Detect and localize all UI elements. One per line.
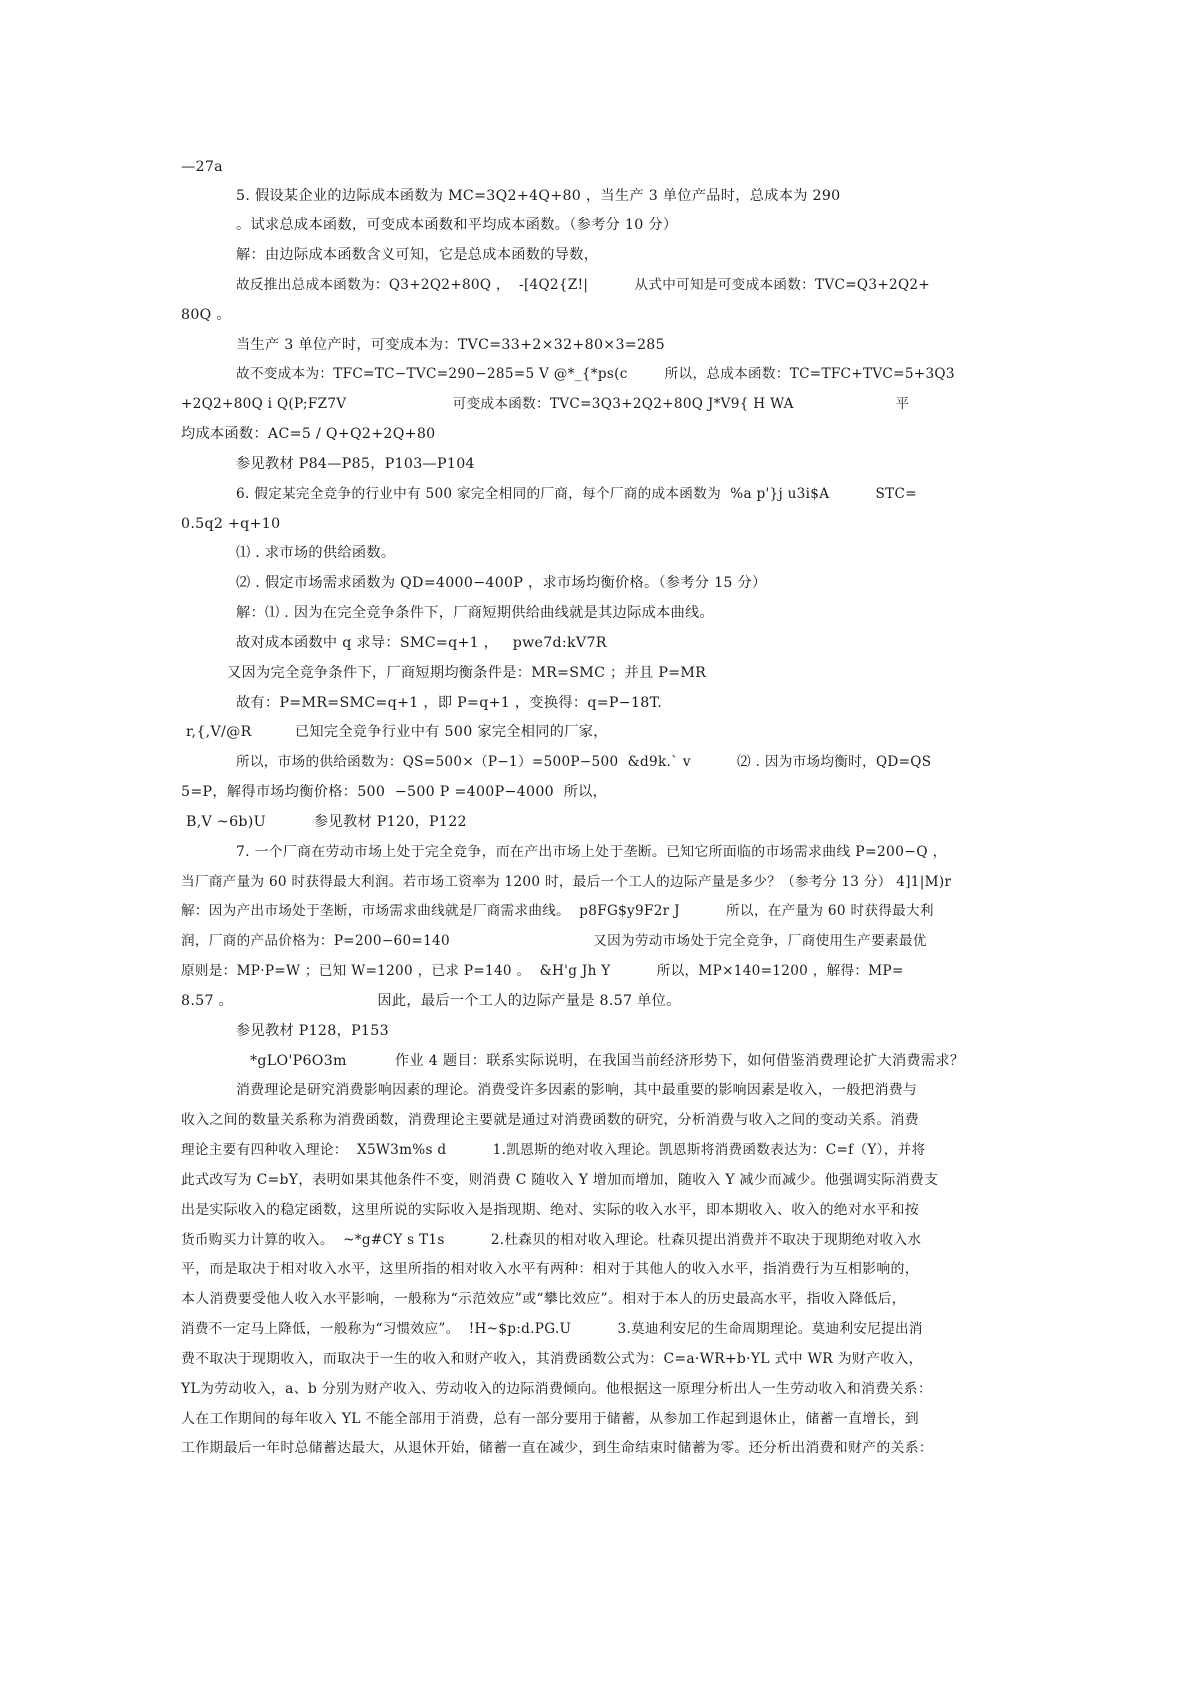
text-line: 8.57 。 因此，最后一个工人的边际产量是 8.57 单位。 [181,993,681,1009]
text-line: 故反推出总成本函数为：Q3+2Q2+80Q ， -[4Q2{Z!| 从式中可知是可变成本函数：TVC=Q3+2Q2+ [236,277,931,293]
text-line: 5=P，解得市场均衡价格：500 −500 P =400P−4000 所以， [181,784,608,800]
text-line: 5. 假设某企业的边际成本函数为 MC=3Q2+4Q+80 ，当生产 3 单位产品时，总成本为 290 [236,188,841,204]
text-line: 平，而是取决于相对收入水平，这里所指的相对收入水平有两种：相对于其他人的收入水平，指消费行为互相影响的， [181,1261,919,1277]
text-line: 6. 假定某完全竞争的行业中有 500 家完全相同的厂商，每个厂商的成本函数为 %a p'}j u3i$A STC= [236,486,917,502]
text-line: ⑴ . 求市场的供给函数。 [236,545,396,561]
text-line: 参见教材 P84—P85，P103—P104 [236,456,475,472]
text-line: 80Q 。 [181,307,231,323]
text-line: 原则是：MP·P=W ；已知 W=1200 ，已求 P=140 。 &H'g Jh Y 所以，MP×140=1200 ，解得：MP= [181,963,904,979]
text-line: 均成本函数：AC=5 / Q+Q2+2Q+80 [181,426,436,442]
text-line: 此式改写为 C=bY，表明如果其他条件不变，则消费 C 随收入 Y 增加而增加，随收入 Y 减少而减少。他强调实际消费支 [181,1172,939,1188]
text-line: 又因为完全竞争条件下，厂商短期均衡条件是：MR=SMC ；并且 P=MR [227,665,707,681]
text-line: B,V ~6b)U 参见教材 P120，P122 [186,814,467,830]
text-line: 故不变成本为：TFC=TC−TVC=290−285=5 V @*_{*ps(c 所以，总成本函数：TC=TFC+TVC=5+3Q3 [236,366,955,382]
text-line: 7. 一个厂商在劳动市场上处于完全竞争，而在产出市场上处于垄断。已知它所面临的市场需求曲线 P=200−Q ， [236,844,947,860]
text-line: 工作期最后一年时总储蓄达最大，从退休开始，储蓄一直在减少，到生命结束时储蓄为零。还分析出消费和财产的关系： [181,1440,934,1456]
text-line: 理论主要有四种收入理论： X5W3m%s d 1.凯恩斯的绝对收入理论。凯恩斯将消费函数表达为：C=f（Y），并将 [181,1142,926,1158]
text-line: 人在工作期间的每年收入 YL 不能全部用于消费，总有一部分要用于储蓄，从参加工作起到退休止，储蓄一直增长，到 [181,1411,919,1427]
text-line: 解：⑴ . 因为在完全竞争条件下，厂商短期供给曲线就是其边际成本曲线。 [236,605,715,621]
text-line: 出是实际收入的稳定函数，这里所说的实际收入是指现期、绝对、实际的收入水平，即本期收入、收入的绝对水平和按 [181,1202,919,1218]
text-line: 参见教材 P128，P153 [236,1023,389,1039]
text-line: —27a [181,159,223,175]
text-line: 解：因为产出市场处于垄断，市场需求曲线就是厂商需求曲线。 p8FG$y9F2r J 所以，在产量为 60 时获得最大利 [181,903,934,919]
text-line: 0.5q2 +q+10 [181,516,281,532]
text-line: 解：由边际成本函数含义可知，它是总成本函数的导数， [236,247,599,263]
text-line: 当生产 3 单位产时，可变成本为：TVC=33+2×32+80×3=285 [236,337,665,353]
text-line: YL为劳动收入，a、b 分别为财产收入、劳动收入的边际消费倾向。他根据这一原理分析出人一生劳动收入和消费关系： [181,1381,933,1397]
text-line: 消费不一定马上降低，一般称为“习惯效应”。 !H~$p:d.PG.U 3.莫迪利安尼的生命周期理论。莫迪利安尼提出消 [181,1321,923,1337]
text-line: 费不取决于现期收入，而取决于一生的收入和财产收入，其消费函数公式为：C=a·WR+b·YL 式中 WR 为财产收入， [181,1351,923,1367]
text-line: 本人消费要受他人收入水平影响，一般称为“示范效应”或“攀比效应”。相对于本人的历史最高水平，指收入降低后， [181,1291,906,1307]
text-line: +2Q2+80Q i Q(P;FZ7V 可变成本函数：TVC=3Q3+2Q2+80Q J*V9{ H WA 平 [181,396,910,412]
text-line: 故有：P=MR=SMC=q+1 ，即 P=q+1 ，变换得：q=P−18T. [236,695,663,711]
text-line: *gLO'P6O3m 作业 4 题目：联系实际说明，在我国当前经济形势下，如何借鉴消费理论扩大消费需求？ [250,1053,965,1069]
text-line: 所以，市场的供给函数为：QS=500×（P−1）=500P−500 &d9k.` v ⑵ . 因为市场均衡时，QD=QS [236,754,932,770]
text-line: 润，厂商的产品价格为：P=200−60=140 又因为劳动市场处于完全竞争，厂商使用生产要素最优 [181,933,927,949]
text-line: 故对成本函数中 q 求导：SMC=q+1 ， pwe7d:kV7R [236,635,607,651]
text-line: 。试求总成本函数，可变成本函数和平均成本函数。（参考分 10 分） [236,217,678,233]
text-line: 当厂商产量为 60 时获得最大利润。若市场工资率为 1200 时，最后一个工人的边际产量是多少？（参考分 13 分） 4]1|M)r [181,874,952,890]
text-line: ⑵ . 假定市场需求函数为 QD=4000−400P ，求市场均衡价格。（参考分 15 分） [236,575,767,591]
text-line: 消费理论是研究消费影响因素的理论。消费受许多因素的影响，其中最重要的影响因素是收入，一般把消费与 [236,1082,918,1098]
text-line: r,{,V/@R 已知完全竞争行业中有 500 家完全相同的厂家， [186,724,608,740]
text-line: 货币购买力计算的收入。 ~*g#CY s T1s 2.杜森贝的相对收入理论。杜森贝提出消费并不取决于现期绝对收入水 [181,1232,922,1248]
text-line: 收入之间的数量关系称为消费函数，消费理论主要就是通过对消费函数的研究，分析消费与收入之间的变动关系。消费 [181,1112,919,1128]
